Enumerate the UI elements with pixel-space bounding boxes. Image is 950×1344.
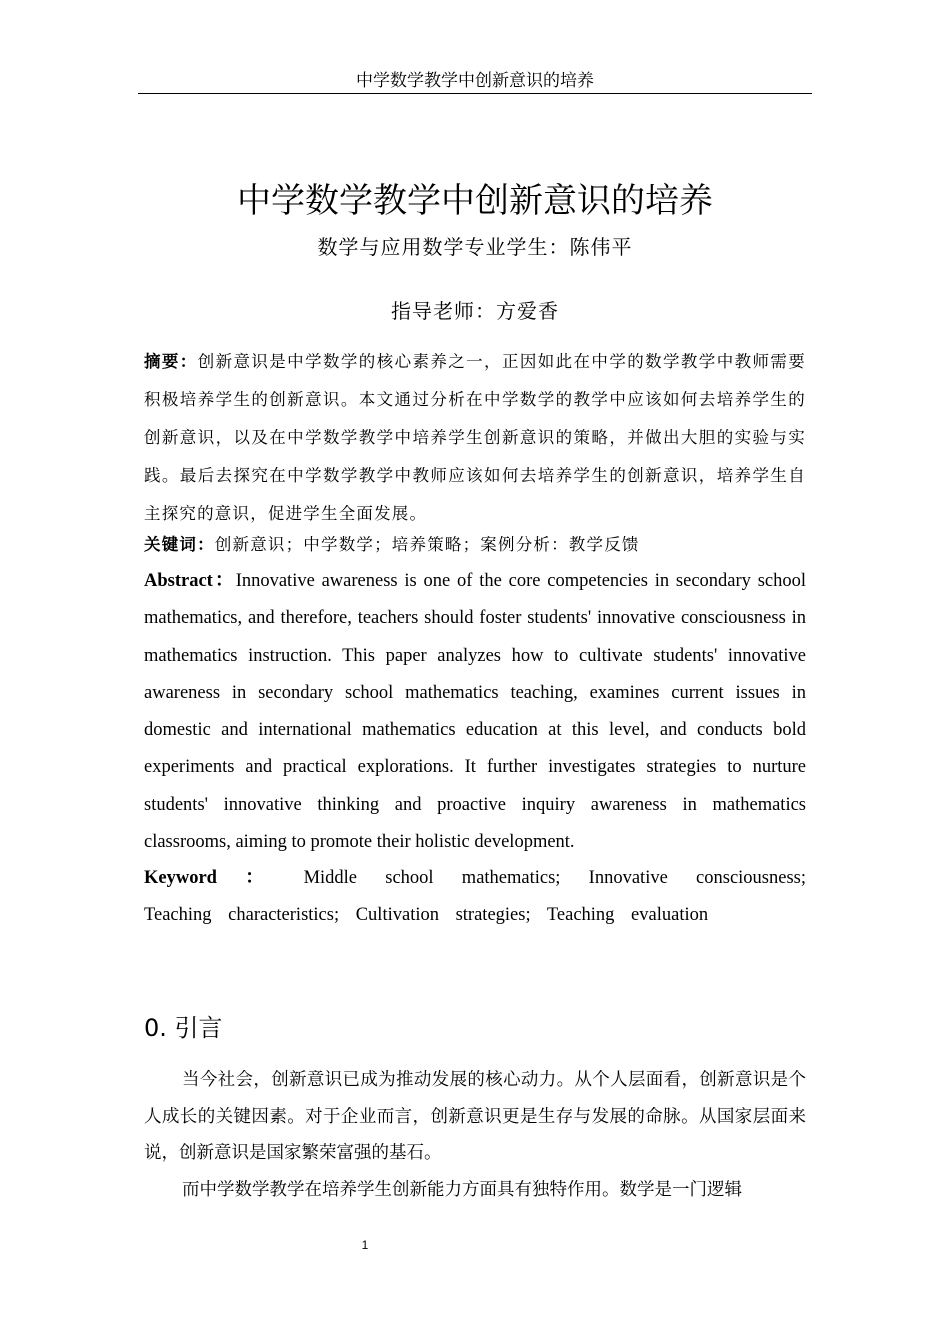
body-paragraph: 当今社会，创新意识已成为推动发展的核心动力。从个人层面看，创新意识是个人成长的关键因素。对于企业而言，创新意识更是生存与发展的命脉。从国家层面来说，创新意识是国家繁荣富强的基石。 <box>144 1070 806 1163</box>
abstract-english-label: Abstract： <box>144 571 236 591</box>
section-heading-introduction: 0. 引言 <box>144 1014 223 1042</box>
advisor-line: 指导老师：方爱香 <box>391 299 559 323</box>
body-paragraph: 而中学数学教学在培养学生创新能力方面具有独特作用。数学是一门逻辑 <box>182 1180 742 1200</box>
abstract-english <box>144 563 806 861</box>
abstract-english-text: Innovative awareness is one of the core competencies in secondary school mathematics, and therefore, teachers should foster students' innovative consciousness in mathematics instruction. This paper analyzes how to cultivate students' innovative awareness in secondary school mathematics teaching, examines current issues in domestic and international mathematics education at this level, and conducts bold experiments and practical explorations. It further investigates strategies to nurture students' innovative thinking and proactive inquiry awareness in mathematics classrooms, aiming to promote their holistic development. <box>144 571 806 853</box>
abstract-chinese <box>144 343 806 533</box>
keywords-english-label: Keyword ： <box>144 868 276 888</box>
keywords-chinese-text: 创新意识；中学数学；培养策略；案例分析：教学反馈 <box>214 535 640 554</box>
running-header: 中学数学教学中创新意识的培养 <box>138 70 812 94</box>
keywords-english <box>144 860 806 934</box>
abstract-chinese-label: 摘要： <box>144 352 198 371</box>
page-number: 1 <box>361 1238 369 1252</box>
author-line: 数学与应用数学专业学生：陈伟平 <box>317 235 633 259</box>
keywords-chinese-label: 关键词： <box>144 535 215 554</box>
abstract-chinese-text: 创新意识是中学数学的核心素养之一，正因如此在中学的数学教学中教师需要积极培养学生的创新意识。本文通过分析在中学数学的教学中应该如何去培养学生的创新意识，以及在中学数学教学中培养学生创新意识的策略，并做出大胆的实验与实践。最后去探究在中学数学教学中教师应该如何去培养学生的创新意识，培养学生自主探究的意识，促进学生全面发展。 <box>144 352 806 523</box>
keywords-chinese <box>144 528 806 562</box>
paper-title: 中学数学教学中创新意识的培养 <box>237 180 713 221</box>
keywords-english-text: Middle school mathematics; Innovative consciousness; Teaching characteristics; Cultivation strategies; Teaching evaluation <box>144 868 806 925</box>
